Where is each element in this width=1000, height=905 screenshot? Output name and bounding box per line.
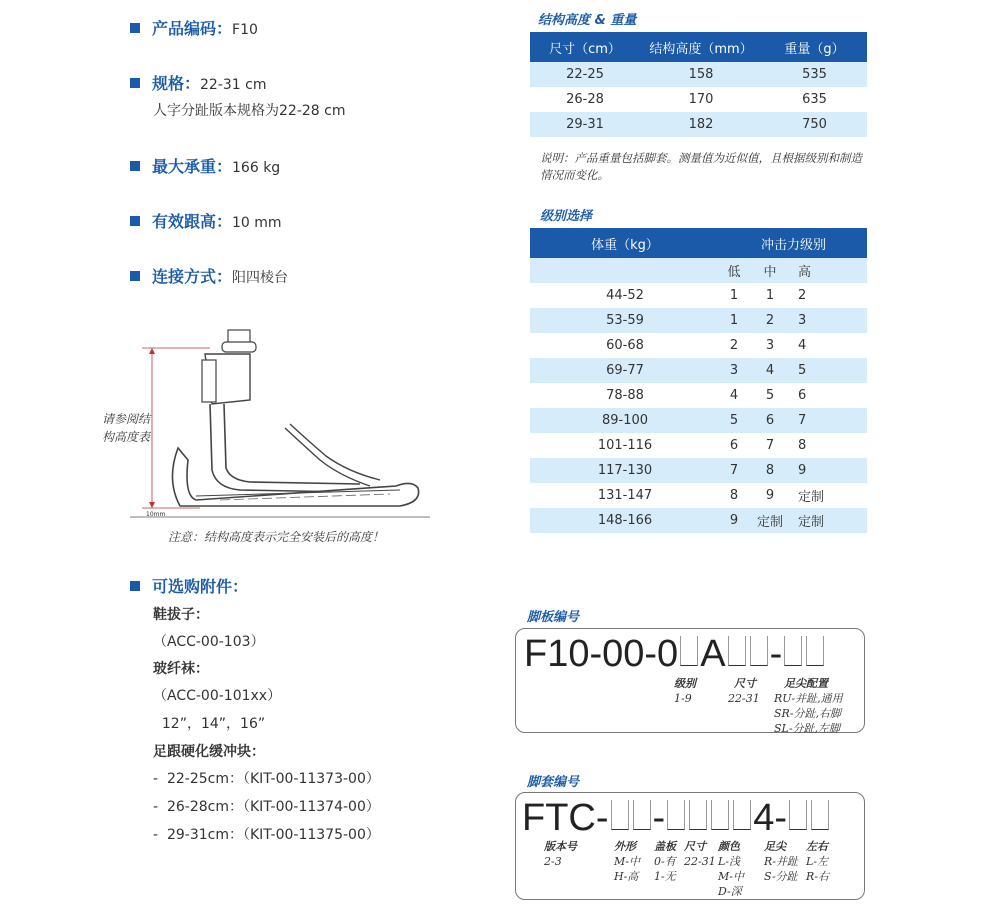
table-cell: 1 <box>729 288 739 303</box>
table-cell: 2 <box>798 288 807 303</box>
table-cell: 158 <box>640 62 762 87</box>
table-cell: 2 <box>729 338 739 353</box>
size-note: 人字分趾版本规格为22-28 cm <box>153 103 346 119</box>
code-slot <box>784 636 802 666</box>
table-cell: 3 <box>765 338 775 353</box>
cover-code-line <box>522 797 831 840</box>
table-cell: 131-147 <box>597 488 653 503</box>
code-slot <box>611 800 629 830</box>
table-cell: 9 <box>720 508 748 533</box>
accessory-line: 足跟硬化缓冲块： <box>153 744 265 760</box>
weight-table-header: 尺寸（cm） <box>530 32 640 62</box>
level-table-title: 级别选择 <box>540 209 593 224</box>
table-cell: 1 <box>765 288 775 303</box>
level-table <box>530 228 867 533</box>
cover-annot-body: M-中 H-高 <box>614 855 640 883</box>
table-row <box>530 383 867 408</box>
foot-code-box <box>515 628 865 733</box>
table-cell: 6 <box>729 438 739 453</box>
cover-annot-head: 左右 <box>806 840 828 853</box>
table-cell: 89-100 <box>530 408 720 433</box>
code-slot <box>789 800 807 830</box>
accessory-line: （ACC-00-103） <box>153 634 265 650</box>
cover-annot-body: L-浅 M-中 D-深 <box>718 855 744 898</box>
table-row <box>530 87 867 112</box>
table-cell: 8 <box>798 438 807 453</box>
cover-annot-head: 足尖 <box>764 840 786 853</box>
weight-table-header: 结构高度（mm） <box>640 32 762 62</box>
heel-height-label: 10mm <box>146 511 166 518</box>
table-cell: 44-52 <box>606 288 644 303</box>
table-row <box>530 358 867 383</box>
accessory-line: 玻纤袜： <box>153 661 209 677</box>
table-cell: 2 <box>748 308 792 333</box>
accessory-line: - 22-25cm：（KIT-00-11373-00） <box>153 771 380 787</box>
code-slot <box>680 636 698 666</box>
level-table-header: 体重（kg） <box>530 228 720 258</box>
weight-table-note: 说明：产品重量包括脚套。测量值为近似值，且根据级别和制造情况而变化。 <box>540 151 862 182</box>
table-cell: 60-68 <box>606 338 644 353</box>
code-slot <box>667 800 685 830</box>
spec-max-load: 最大承重：166 kg <box>130 154 280 177</box>
table-row <box>530 408 867 433</box>
table-cell: 29-31 <box>530 112 640 137</box>
accessories-heading: 可选购附件： <box>130 574 248 597</box>
table-cell: 6 <box>798 388 807 403</box>
bullet-square-icon <box>130 581 140 591</box>
weight-table-header: 重量（g） <box>762 32 867 62</box>
table-row <box>530 283 867 308</box>
cover-code-box <box>515 792 865 900</box>
table-cell: 6 <box>748 408 792 433</box>
foot-annot-body: 1-9 <box>674 692 692 705</box>
table-cell: 117-130 <box>530 458 720 483</box>
cover-annot-body: 2-3 <box>544 855 562 868</box>
table-cell: 8 <box>748 458 792 483</box>
bullet-square-icon <box>130 216 140 226</box>
table-cell: 69-77 <box>530 358 720 383</box>
table-cell: 182 <box>640 112 762 137</box>
cover-annot-head: 版本号 <box>544 840 577 853</box>
table-cell: 535 <box>762 62 867 87</box>
foot-annot-head: 尺寸 <box>734 677 756 690</box>
weight-table-title: 结构高度 & 重量 <box>538 13 637 28</box>
table-cell: 定制 <box>798 490 825 505</box>
code-slot <box>806 636 824 666</box>
table-cell: 22-25 <box>530 62 640 87</box>
figure-note: 注意：结构高度表示完全安装后的高度！ <box>168 530 385 544</box>
cover-code-dash: - <box>652 797 666 839</box>
table-row <box>530 508 867 533</box>
spec-heel-height: 有效跟高：10 mm <box>130 209 282 232</box>
level-subheader: 中 <box>748 258 792 283</box>
prosthetic-foot-figure <box>100 320 440 550</box>
cover-annot-head: 外形 <box>614 840 636 853</box>
level-subheader-blank <box>530 258 720 283</box>
accessory-line: 鞋拔子： <box>153 607 209 623</box>
cover-annot-head: 尺寸 <box>684 840 706 853</box>
bullet-square-icon <box>130 161 140 171</box>
table-cell: 750 <box>762 112 867 137</box>
table-cell: 101-116 <box>597 438 653 453</box>
cover-annot-body: 22-31 <box>684 855 716 868</box>
code-slot <box>750 636 768 666</box>
accessory-line: - 26-28cm：（KIT-00-11374-00） <box>153 799 380 815</box>
table-cell: 78-88 <box>606 388 644 403</box>
table-cell: 4 <box>729 388 739 403</box>
table-cell: 5 <box>720 408 748 433</box>
bullet-square-icon <box>130 271 140 281</box>
cover-annot-body: R-并趾 S-分趾 <box>764 855 798 883</box>
table-cell: 8 <box>729 488 739 503</box>
table-row <box>530 112 867 137</box>
table-cell: 定制 <box>748 508 792 533</box>
spec-product-code: 产品编码：F10 <box>130 16 258 39</box>
table-cell: 7 <box>720 458 748 483</box>
cover-code-four: 4- <box>753 797 787 839</box>
weight-table <box>530 32 867 137</box>
code-slot <box>689 800 707 830</box>
table-row <box>530 62 867 87</box>
level-subheader: 高 <box>792 258 867 283</box>
foot-annot-head: 足尖配置 <box>784 677 828 690</box>
cover-annot-body: 0-有 1-无 <box>654 855 676 883</box>
accessory-line: - 29-31cm：（KIT-00-11375-00） <box>153 827 380 843</box>
table-row <box>530 308 867 333</box>
table-cell: 9 <box>792 458 867 483</box>
table-cell: 7 <box>792 408 867 433</box>
table-cell: 定制 <box>792 508 867 533</box>
cover-annot-head: 颜色 <box>718 840 740 853</box>
table-cell: 3 <box>720 358 748 383</box>
table-cell: 9 <box>765 488 775 503</box>
spec-size: 规格：22-31 cm <box>130 71 266 94</box>
structure-height-label-2: 构高度表 <box>102 430 151 444</box>
table-cell: 1 <box>720 308 748 333</box>
cover-code-title: 脚套编号 <box>527 775 580 790</box>
accessory-line: 12”，14”，16” <box>153 716 266 732</box>
accessory-line: （ACC-00-101xx） <box>153 688 282 704</box>
table-cell: 4 <box>798 338 807 353</box>
foot-code-dash: - <box>769 633 783 675</box>
level-table-header: 冲击力级别 <box>720 228 867 258</box>
table-cell: 7 <box>765 438 775 453</box>
structure-height-label-1: 请参阅结 <box>102 412 151 426</box>
table-row <box>530 458 867 483</box>
cover-annot-body: L-左 R-右 <box>806 855 829 883</box>
table-row <box>530 483 867 508</box>
table-row <box>530 333 867 358</box>
foot-code-line <box>524 633 826 676</box>
level-subheader: 低 <box>720 258 748 283</box>
table-cell: 4 <box>748 358 792 383</box>
table-cell: 53-59 <box>530 308 720 333</box>
foot-annot-head: 级别 <box>674 677 696 690</box>
bullet-square-icon <box>130 78 140 88</box>
table-cell: 148-166 <box>530 508 720 533</box>
code-slot <box>711 800 729 830</box>
prosthetic-foot-drawing <box>100 320 440 550</box>
table-cell: 5 <box>792 358 867 383</box>
table-cell: 5 <box>765 388 775 403</box>
foot-annot-body: 22-31 <box>728 692 760 705</box>
spec-connection: 连接方式：阳四棱台 <box>130 264 288 287</box>
bullet-square-icon <box>130 23 140 33</box>
code-slot <box>811 800 829 830</box>
table-cell: 635 <box>802 92 827 107</box>
table-cell: 170 <box>688 92 714 107</box>
foot-code-prefix: F10-00-0 <box>524 633 679 675</box>
table-cell: 26-28 <box>566 92 604 107</box>
foot-code-mid: A <box>700 633 726 675</box>
table-cell: 3 <box>792 308 867 333</box>
cover-annot-head: 盖板 <box>654 840 676 853</box>
foot-code-title: 脚板编号 <box>527 610 580 625</box>
code-slot <box>728 636 746 666</box>
cover-code-prefix: FTC- <box>522 797 609 839</box>
foot-annot-body: RU-并趾,通用 SR-分趾,右脚 SL-分趾,左脚 <box>774 692 843 735</box>
table-row <box>530 433 867 458</box>
code-slot <box>633 800 651 830</box>
code-slot <box>733 800 751 830</box>
